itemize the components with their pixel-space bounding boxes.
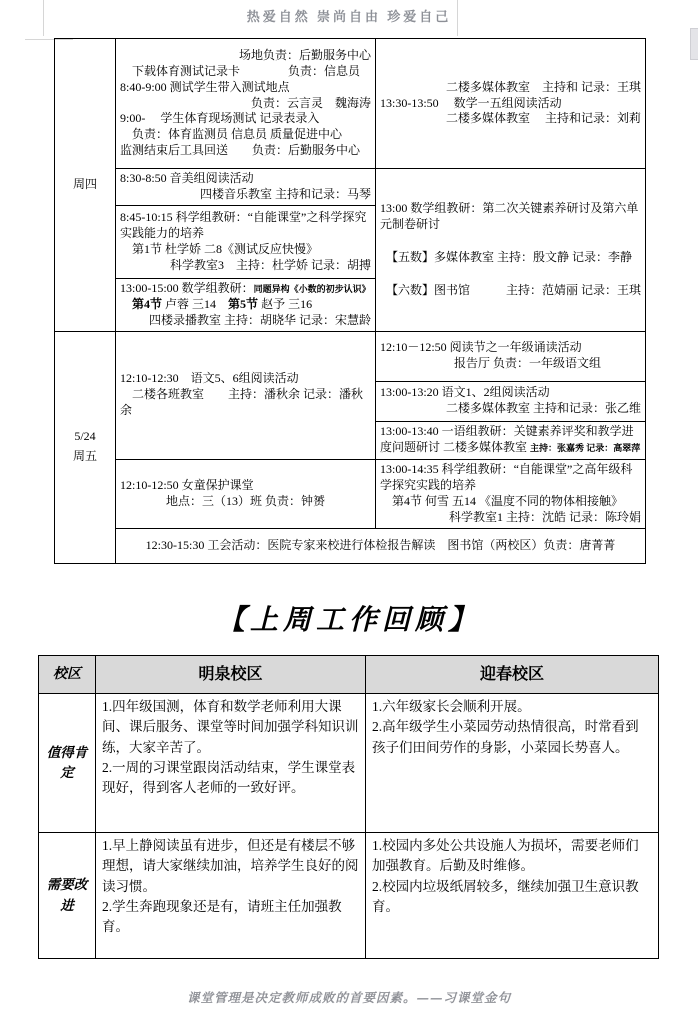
thu-media-room-cell <box>376 39 646 169</box>
text-line: 13:00-15:00 数学组教研：同题异构《小数的初步认识》 <box>120 280 371 295</box>
friday-date-cell <box>55 331 116 563</box>
table-row <box>39 694 659 833</box>
table-row <box>55 169 646 206</box>
campus-header-cell: 校区 <box>39 656 96 694</box>
fri-grade1-recital-cell <box>376 331 646 381</box>
text-line: 13:00-14:35 科学组教研：“自能课堂”之高年级科学探究实践的培养 <box>380 461 633 492</box>
footer-quote: 课堂管理是决定教师成败的首要因素。——习课堂金句 <box>186 990 511 1005</box>
table-row <box>55 39 646 169</box>
praise-mingquan-cell <box>96 694 366 833</box>
table-header-row <box>39 656 659 694</box>
improve-label-cell: 需要改进 <box>39 833 96 959</box>
fri-chinese12-reading-cell <box>376 381 646 421</box>
thu-math-teaching-cell <box>116 278 376 331</box>
text-line: 二楼多媒体教室 主持和记录：张乙维 <box>445 401 641 416</box>
text-line: 第4节 何雪 五14 《温度不同的物体相接触》 <box>380 493 624 508</box>
margin-mark-right <box>457 0 458 36</box>
text-line: 科学教室3 主持：杜学娇 记录：胡搏 <box>169 257 371 272</box>
last-week-review-table <box>38 655 659 959</box>
text-line: 第1节 杜学娇 二8《测试反应快慢》 <box>120 241 319 256</box>
friday-label: 周五 <box>72 449 97 464</box>
improve-mingquan-cell <box>96 833 366 959</box>
table-row <box>55 331 646 381</box>
text-line: 13:30-13:50 数学一五组阅读活动 <box>380 95 562 110</box>
text-line: 8:45-10:15 科学组教研：“自能课堂”之科学探究实践能力的培养 <box>120 210 367 240</box>
review-item: 2.高年级学生小菜园劳动热情很高，时常看到孩子们田间劳作的身影，小菜园长势喜人。 <box>372 719 639 755</box>
praise-label-cell: 值得肯定 <box>39 694 96 833</box>
weekly-schedule-table <box>54 38 646 564</box>
fri-language-research-cell <box>376 421 646 459</box>
text-line: 13:00-13:20 语文1、2组阅读活动 <box>380 385 550 400</box>
text-line: 二楼多媒体教室 主持和 记录：王琪 <box>445 79 641 94</box>
yingchun-header-cell: 迎春校区 <box>366 656 659 694</box>
fri-science-research-cell <box>376 459 646 528</box>
text-line: 负责：体育监测员 信息员 质量促进中心 <box>120 127 343 142</box>
table-row <box>39 833 659 959</box>
text-line: 监测结束后工具回送 负责：后勤服务中心 <box>120 143 361 158</box>
review-section-title: 【上周工作回顾】 <box>216 603 481 636</box>
thursday-date-cell <box>55 39 116 332</box>
text-line: 场地负责：后勤服务中心 <box>238 47 371 62</box>
text-line: 12:10-12:50 女童保护课堂 <box>120 477 254 492</box>
text-line: 第4节 卢蓉 三14 第5节 赵予 三16 <box>132 296 313 311</box>
text-line: 地点：三（13）班 负责：钟赟 <box>165 493 325 508</box>
text-line: 13:00 数学组教研：第二次关键素养研讨及第六单元制卷研讨 <box>380 200 639 231</box>
text-line: 8:40-9:00 测试学生带入测试地点 <box>120 79 290 94</box>
friday-date: 5/24 <box>74 429 96 444</box>
thu-science-research-cell <box>116 205 376 278</box>
praise-yingchun-cell <box>366 694 659 833</box>
text-line: 13:00-13:40 一语组教研：关键素养评奖和教学进度问题研讨 二楼多媒体教室 主持：张嘉秀 记录：高翠萍 <box>380 424 641 455</box>
thu-math-research-cell <box>376 169 646 332</box>
table-row <box>55 459 646 528</box>
thu-sport-test-cell <box>116 39 376 169</box>
review-item: 2.校园内垃圾纸屑较多，继续加强卫生意识教育。 <box>372 878 639 914</box>
text-line: 二楼多媒体教室 主持和记录：刘莉 <box>445 111 641 126</box>
fri-girls-protection-cell <box>116 459 376 528</box>
union-activity-cell <box>116 528 646 563</box>
text-line: 科学教室1 主持：沈皓 记录：陈玲娟 <box>448 509 641 524</box>
review-item: 2.学生奔跑现象还是有，请班主任加强教育。 <box>102 898 342 934</box>
text-line: 四楼音乐教室 主持和记录：马琴 <box>199 186 371 201</box>
review-item: 2.一周的习课堂跟岗活动结束，学生课堂表现好，得到客人老师的一致好评。 <box>102 759 356 795</box>
improve-yingchun-cell <box>366 833 659 959</box>
thu-music-reading-cell <box>116 169 376 206</box>
review-item: 1.早上静阅读虽有进步，但还是有楼层不够理想，请大家继续加油，培养学生良好的阅读习惯。 <box>102 838 359 894</box>
text-line: 下载体育测试记录卡 负责：信息员 <box>120 63 361 78</box>
review-item: 1.四年级国测，体育和数学老师利用大课间、课后服务、课堂等时间加强学科知识训练，大家辛苦了。 <box>102 699 359 755</box>
thursday-label: 周四 <box>72 176 97 191</box>
table-row <box>55 528 646 563</box>
text-line: 12:10－12:50 阅读节之一年级诵读活动 <box>380 340 582 355</box>
text-line: 9:00- 学生体育现场测试 记录表录入 <box>120 111 320 126</box>
text-line: 二楼各班教室 主持：潘秋余 记录：潘秋余 <box>120 387 364 418</box>
text-line: 报告厅 负责：一年级语文组 <box>453 356 601 371</box>
mingquan-header-cell: 明泉校区 <box>96 656 366 694</box>
text-line: 四楼录播教室 主持：胡晓华 记录：宋慧龄 <box>148 312 371 327</box>
text-line: 12:10-12:30 语文5、6组阅读活动 <box>120 371 299 386</box>
review-item: 1.校园内多处公共设施人为损坏，需要老师们加强教育。后勤及时维修。 <box>372 838 639 874</box>
scrollbar-thumb[interactable] <box>690 28 698 60</box>
fri-chinese56-reading-cell <box>116 331 376 459</box>
text-line: 【五数】多媒体教室 主持：殷文静 记录：李静 <box>380 249 633 264</box>
text-line: 【六数】图书馆 主持：范婧丽 记录：王琪 <box>380 282 642 297</box>
text-line: 8:30-8:50 音美组阅读活动 <box>120 171 254 185</box>
text-line: 12:30-15:30 工会活动：医院专家来校进行体检报告解读 图书馆（两校区）负责：唐菁菁 <box>145 537 616 552</box>
review-item: 1.六年级家长会顺利开展。 <box>372 699 531 714</box>
header-motto: 热爱自然 崇尚自由 珍爱自己 <box>246 9 452 24</box>
margin-mark-left <box>43 0 44 36</box>
text-line: 负责：云言灵 魏海涛 <box>250 95 371 110</box>
